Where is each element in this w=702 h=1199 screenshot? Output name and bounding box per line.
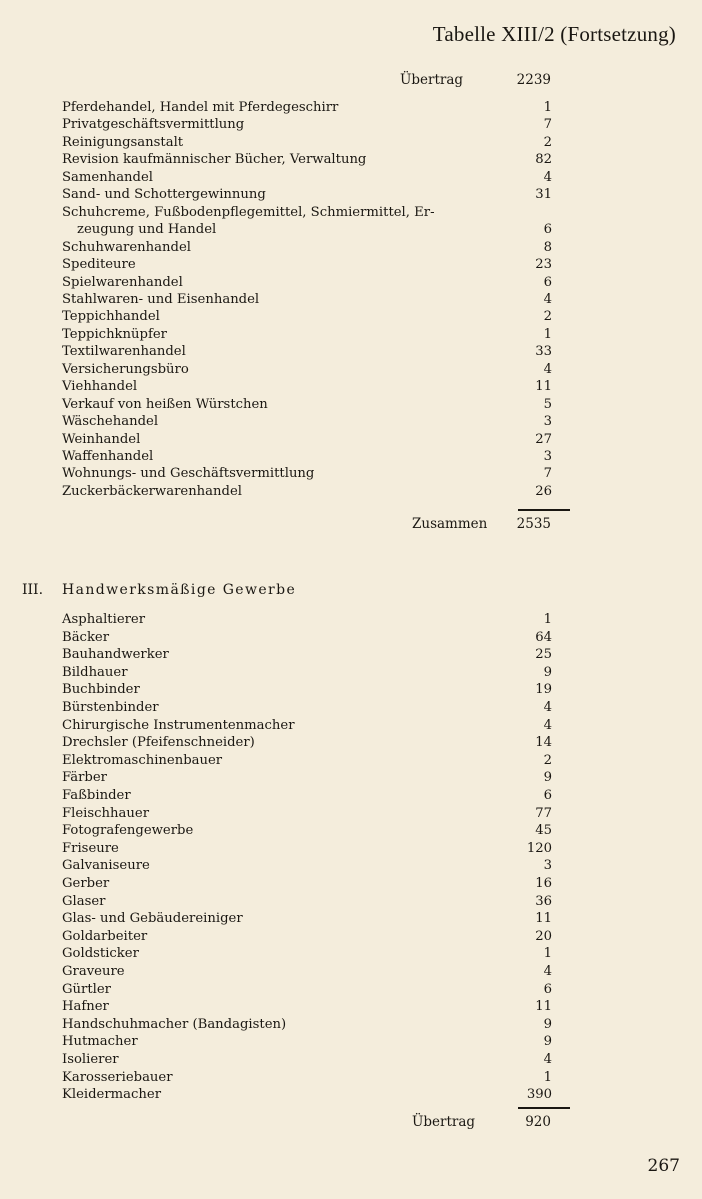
row-label: Bürstenbinder xyxy=(62,700,159,715)
row-label: Bildhauer xyxy=(62,664,128,680)
row-value: 4 xyxy=(543,291,552,307)
table-row xyxy=(62,151,552,169)
row-label: Sand- und Schottergewinnung xyxy=(62,187,266,203)
table-row xyxy=(62,787,552,805)
row-value: 20 xyxy=(535,928,552,944)
table-row xyxy=(62,274,552,292)
row-label: Wohnungs- und Geschäftsvermittlung xyxy=(62,466,315,482)
row-label: Waffenhandel xyxy=(62,449,154,464)
table-row xyxy=(62,378,552,396)
row-label: Textilwarenhandel xyxy=(62,344,186,360)
row-label: Teppichhandel xyxy=(62,309,160,325)
row-value: 7 xyxy=(543,466,552,482)
table-row xyxy=(62,291,552,309)
row-value: 82 xyxy=(535,152,552,168)
table-row xyxy=(62,1051,552,1069)
table-row xyxy=(62,805,552,823)
row-value: 31 xyxy=(535,187,552,203)
row-label: Weinhandel xyxy=(62,431,141,447)
table-row xyxy=(62,769,552,787)
row-value: 11 xyxy=(535,911,552,927)
table-row xyxy=(62,116,552,134)
row-label: Drechsler (Pfeifenschneider) xyxy=(62,735,255,751)
row-label: Färber xyxy=(62,770,107,786)
row-value: 4 xyxy=(543,361,552,377)
carry-over-value: 2239 xyxy=(516,72,551,88)
row-value: 4 xyxy=(543,717,552,733)
row-value: 16 xyxy=(535,876,552,891)
carry-over-bottom xyxy=(412,1112,551,1132)
row-value: 1 xyxy=(543,612,552,627)
table-row xyxy=(62,822,552,840)
row-value: 6 xyxy=(543,981,552,997)
row-label: Wäschehandel xyxy=(62,414,159,430)
row-value: 120 xyxy=(526,840,552,856)
row-label: Reinigungsanstalt xyxy=(62,134,184,150)
row-label: Samenhandel xyxy=(62,169,154,185)
row-value: 1 xyxy=(543,326,552,342)
table-row xyxy=(62,99,552,117)
table-row xyxy=(62,431,552,449)
row-value: 2 xyxy=(543,134,552,150)
row-value: 390 xyxy=(526,1087,552,1103)
table-row xyxy=(62,204,552,222)
row-label: Gürtler xyxy=(62,981,111,997)
carry-over-top xyxy=(400,70,551,90)
table-row xyxy=(62,169,552,187)
table-row xyxy=(62,910,552,928)
row-value: 11 xyxy=(535,379,552,395)
table-row xyxy=(62,734,552,752)
table-row xyxy=(62,629,552,647)
table-row xyxy=(62,752,552,770)
row-value: 3 xyxy=(543,449,552,464)
table-row xyxy=(62,981,552,999)
row-label: Fotografengewerbe xyxy=(62,823,194,839)
row-label: Karosseriebauer xyxy=(62,1069,173,1085)
row-label: Elektromaschinenbauer xyxy=(62,752,223,768)
row-value: 3 xyxy=(543,858,552,874)
table-row xyxy=(62,1016,552,1034)
table-row xyxy=(62,186,552,204)
row-label: Faßbinder xyxy=(62,788,131,803)
row-value: 4 xyxy=(543,169,552,185)
row-value: 1 xyxy=(543,1069,552,1085)
row-label: Glas- und Gebäudereiniger xyxy=(62,911,243,927)
table-row xyxy=(62,413,552,431)
carry-over-value: 920 xyxy=(525,1114,551,1130)
table-row xyxy=(62,465,552,483)
row-label: Buchbinder xyxy=(62,682,140,698)
row-label: Goldarbeiter xyxy=(62,928,148,944)
table-row xyxy=(62,239,552,257)
row-value: 4 xyxy=(543,1052,552,1067)
row-value: 14 xyxy=(535,735,552,751)
row-label: Pferdehandel, Handel mit Pferdegeschirr xyxy=(62,100,339,115)
table-row xyxy=(62,483,552,501)
table-row xyxy=(62,681,552,699)
row-label: Hafner xyxy=(62,999,109,1015)
row-label: Spediteure xyxy=(62,257,136,273)
table-row xyxy=(62,928,552,946)
table-row xyxy=(62,448,552,466)
table-row xyxy=(62,611,552,629)
row-label: Goldsticker xyxy=(62,946,139,962)
row-value: 11 xyxy=(535,999,552,1015)
table-row xyxy=(62,875,552,893)
row-value: 2 xyxy=(543,752,552,768)
table-row xyxy=(62,699,552,717)
table-row xyxy=(62,893,552,911)
row-label: Friseure xyxy=(62,840,119,856)
row-label: Hutmacher xyxy=(62,1034,138,1050)
table-row xyxy=(62,664,552,682)
sum-rule-bottom xyxy=(518,1107,570,1109)
row-value: 45 xyxy=(535,823,552,839)
table-row xyxy=(62,1069,552,1087)
row-label: Handschuhmacher (Bandagisten) xyxy=(62,1016,287,1032)
row-label: Gerber xyxy=(62,876,110,891)
table-row xyxy=(62,963,552,981)
row-label: Bauhandwerker xyxy=(62,647,169,663)
table-row xyxy=(62,221,552,239)
table-row xyxy=(62,396,552,414)
row-label: Glaser xyxy=(62,893,106,909)
row-label: Isolierer xyxy=(62,1052,119,1067)
row-value: 4 xyxy=(543,964,552,979)
table-row xyxy=(62,998,552,1016)
row-value: 9 xyxy=(543,1016,552,1032)
row-value: 6 xyxy=(543,788,552,803)
table-row xyxy=(62,326,552,344)
row-value: 1 xyxy=(543,100,552,115)
sum-rule xyxy=(518,509,570,511)
row-value: 3 xyxy=(543,414,552,430)
row-value: 9 xyxy=(543,1034,552,1050)
row-value: 64 xyxy=(535,629,552,645)
row-label: Stahlwaren- und Eisenhandel xyxy=(62,291,260,307)
total-label: Zusammen xyxy=(412,516,488,532)
row-value: 27 xyxy=(535,431,552,447)
row-value: 2 xyxy=(543,309,552,325)
table-row xyxy=(62,308,552,326)
row-value: 6 xyxy=(543,274,552,290)
section-number: III. xyxy=(22,582,44,598)
row-label: Privatgeschäftsvermittlung xyxy=(62,117,245,133)
carry-over-label: Übertrag xyxy=(412,1114,476,1130)
row-label: Teppichknüpfer xyxy=(62,326,167,342)
row-label: Kleidermacher xyxy=(62,1087,161,1103)
table-row xyxy=(62,134,552,152)
page-number: 267 xyxy=(647,1156,680,1176)
row-value: 8 xyxy=(543,239,552,255)
row-label: Schuhcreme, Fußbodenpflegemittel, Schmiermittel, Er- xyxy=(62,204,435,220)
row-value: 1 xyxy=(543,946,552,962)
table-row xyxy=(62,343,552,361)
row-label: Schuhwarenhandel xyxy=(62,239,191,255)
carry-over-label: Übertrag xyxy=(400,72,464,88)
table-row xyxy=(62,361,552,379)
table-row xyxy=(62,717,552,735)
row-label: Fleischhauer xyxy=(62,805,149,821)
row-value: 9 xyxy=(543,664,552,680)
row-label: Zuckerbäckerwarenhandel xyxy=(62,483,242,499)
row-label: Bäcker xyxy=(62,629,110,645)
row-value: 19 xyxy=(535,682,552,698)
row-label: Chirurgische Instrumentenmacher xyxy=(62,717,295,733)
table-row xyxy=(62,945,552,963)
row-label: Galvaniseure xyxy=(62,858,150,874)
row-value: 36 xyxy=(535,893,552,909)
table-row xyxy=(62,256,552,274)
row-label: Graveure xyxy=(62,964,125,979)
row-value: 23 xyxy=(535,257,552,273)
table-row xyxy=(62,1086,552,1104)
row-value: 4 xyxy=(543,700,552,715)
row-label: Viehhandel xyxy=(62,379,138,395)
table-row xyxy=(62,1033,552,1051)
row-label: Versicherungsbüro xyxy=(62,361,189,377)
table-row xyxy=(62,646,552,664)
row-label: Asphaltierer xyxy=(62,612,146,627)
table-header-title: Tabelle XIII/2 (Fortsetzung) xyxy=(432,22,676,46)
row-label: zeugung und Handel xyxy=(77,222,217,238)
row-label: Spielwarenhandel xyxy=(62,274,183,290)
row-value: 25 xyxy=(535,647,552,663)
row-value: 9 xyxy=(543,770,552,786)
table-row xyxy=(62,840,552,858)
row-value: 6 xyxy=(543,222,552,238)
total-value: 2535 xyxy=(516,516,551,532)
row-value: 5 xyxy=(543,396,552,412)
total-row xyxy=(412,514,551,534)
row-value: 26 xyxy=(535,483,552,499)
row-label: Revision kaufmännischer Bücher, Verwaltung xyxy=(62,152,367,168)
table-row xyxy=(62,857,552,875)
row-value: 33 xyxy=(535,344,552,360)
section-title: Handwerksmäßige Gewerbe xyxy=(62,582,297,598)
row-value: 7 xyxy=(543,117,552,133)
row-label: Verkauf von heißen Würstchen xyxy=(62,396,268,412)
row-value: 77 xyxy=(535,805,552,821)
